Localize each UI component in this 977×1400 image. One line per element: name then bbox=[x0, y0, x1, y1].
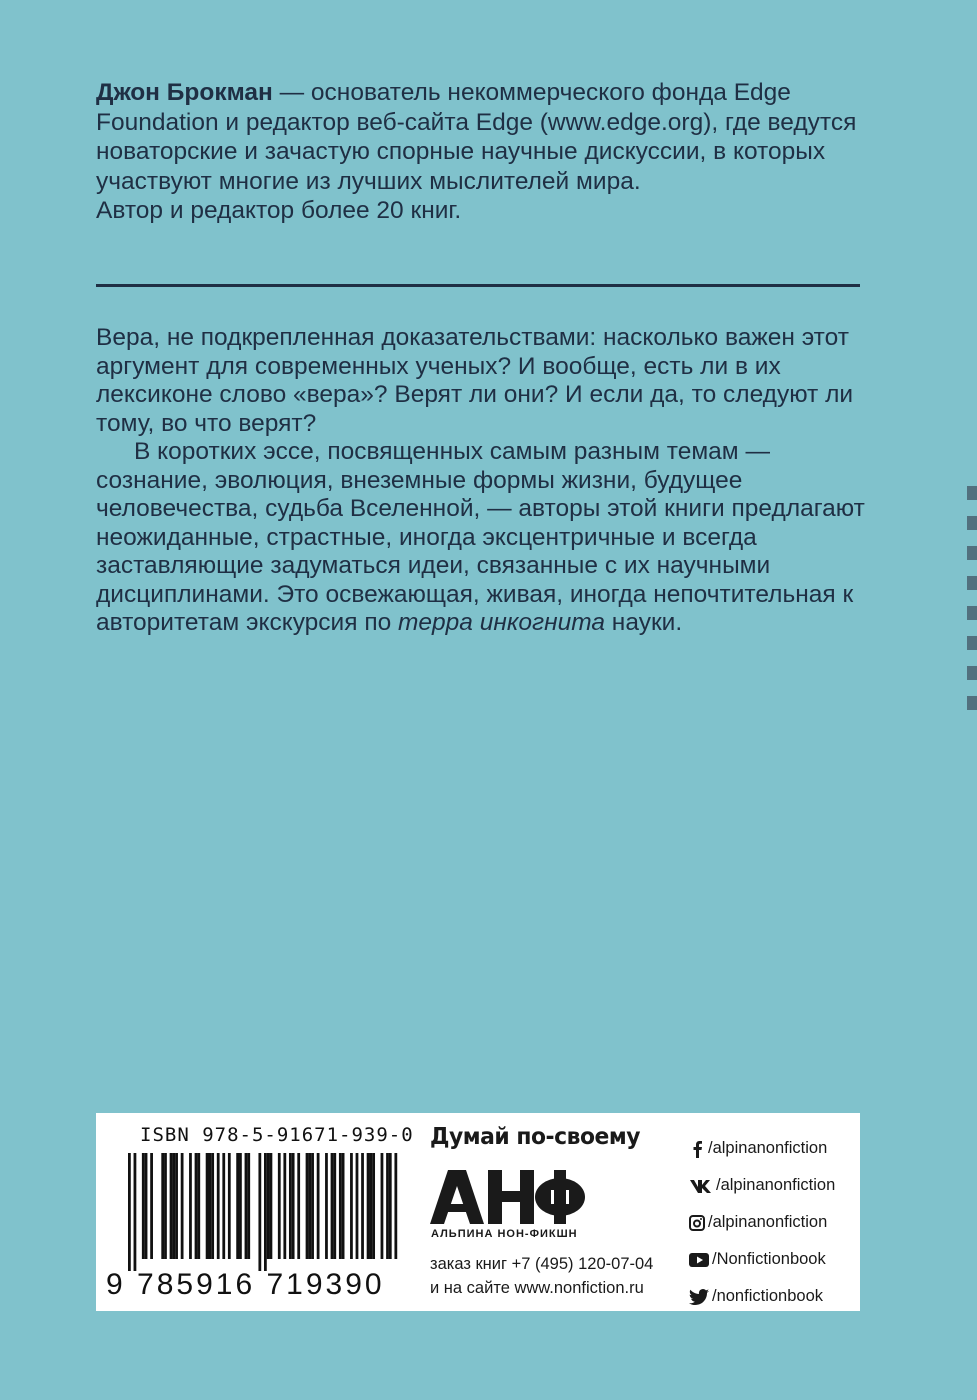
description-paragraph-2-text: В коротких эссе, посвященных самым разным темам — сознание, эволюция, внеземные формы жизни, будущее человечества, судьба Вселенной, — авторы этой книги предлагают неожиданные, страстные, иногда эксцентричные и всегда заставляющие задуматься идеи, связанные с их научными дисциплинами. Это освежающая, живая, иногда непочтительная к авторитетам экскурсия по bbox=[96, 438, 865, 636]
description-italic-term: терра инкогнита bbox=[398, 609, 605, 636]
vk-icon bbox=[688, 1177, 714, 1195]
barcode-bar bbox=[264, 1153, 267, 1271]
barcode-bar bbox=[270, 1153, 273, 1259]
barcode-bar bbox=[175, 1153, 178, 1259]
barcode-bar bbox=[211, 1153, 214, 1259]
youtube-icon bbox=[688, 1251, 710, 1269]
social-links bbox=[688, 1130, 835, 1315]
barcode-bar bbox=[164, 1153, 167, 1259]
social-label: /Nonfictionbook bbox=[712, 1250, 826, 1268]
barcode-bar bbox=[283, 1153, 286, 1259]
social-link-twitter[interactable] bbox=[688, 1278, 835, 1315]
barcode-bar bbox=[297, 1153, 300, 1259]
barcode-bar bbox=[161, 1153, 164, 1259]
barcode-bar bbox=[247, 1153, 250, 1259]
divider bbox=[96, 284, 860, 287]
social-link-facebook[interactable] bbox=[688, 1130, 835, 1167]
barcode-bar bbox=[181, 1153, 184, 1259]
barcode-bar bbox=[195, 1153, 198, 1259]
instagram-icon bbox=[688, 1214, 706, 1232]
facebook-icon bbox=[688, 1140, 706, 1158]
description-paragraph-1: Вера, не подкрепленная доказательствами: насколько важен этот аргумент для современных ученых? И вообще, есть ли в их лексиконе слово «вера»? Верят ли они? И если да, то следуют ли тому, во что верят? bbox=[96, 324, 854, 437]
barcode-bar bbox=[311, 1153, 314, 1259]
author-name: Джон Брокман bbox=[96, 79, 273, 106]
barcode-bar bbox=[372, 1153, 375, 1259]
social-link-youtube[interactable] bbox=[688, 1241, 835, 1278]
barcode-bar bbox=[386, 1153, 389, 1259]
barcode-bar bbox=[289, 1153, 292, 1259]
social-label: /nonfictionbook bbox=[712, 1287, 823, 1305]
barcode-bar bbox=[208, 1153, 211, 1259]
barcode bbox=[128, 1153, 400, 1271]
barcode-bar bbox=[342, 1153, 345, 1259]
barcode-bar bbox=[292, 1153, 295, 1259]
barcode-bar bbox=[350, 1153, 353, 1259]
barcode-bar bbox=[367, 1153, 370, 1259]
barcode-bar bbox=[317, 1153, 320, 1259]
barcode-bar bbox=[239, 1153, 242, 1259]
author-bio bbox=[96, 78, 866, 226]
barcode-bar bbox=[228, 1153, 231, 1259]
barcode-bar bbox=[369, 1153, 372, 1259]
order-phone: заказ книг +7 (495) 120-07-04 bbox=[430, 1255, 654, 1273]
barcode-bar bbox=[394, 1153, 397, 1259]
barcode-bar bbox=[222, 1153, 225, 1259]
barcode-bar bbox=[267, 1153, 270, 1259]
social-label: /alpinanonfiction bbox=[708, 1213, 828, 1231]
social-link-instagram[interactable] bbox=[688, 1204, 835, 1241]
publisher-logo bbox=[430, 1170, 588, 1224]
barcode-bar bbox=[339, 1153, 342, 1259]
barcode-bar bbox=[308, 1153, 311, 1259]
isbn-number: ISBN 978-5-91671-939-0 bbox=[140, 1124, 414, 1146]
barcode-bar bbox=[142, 1153, 145, 1259]
barcode-bar bbox=[150, 1153, 153, 1259]
social-label: /alpinanonfiction bbox=[716, 1176, 836, 1194]
barcode-bar bbox=[134, 1153, 137, 1271]
barcode-bar bbox=[206, 1153, 209, 1259]
barcode-bar bbox=[258, 1153, 261, 1271]
book-description bbox=[96, 324, 866, 638]
barcode-bar bbox=[170, 1153, 173, 1259]
barcode-bar bbox=[197, 1153, 200, 1259]
barcode-bar bbox=[389, 1153, 392, 1259]
author-books: Автор и редактор более 20 книг. bbox=[96, 197, 462, 224]
publisher-name: АЛЬПИНА НОН-ФИКШН bbox=[431, 1228, 578, 1240]
social-link-vk[interactable] bbox=[688, 1167, 835, 1204]
author-bio-text: — основатель некоммерческого фонда Edge Foundation и редактор веб-сайта Edge (www.edge.org), где ведутся новаторские и зачастую спорные научные дискуссии, в которых участвуют многие из лучших мыслителей мира. bbox=[96, 79, 857, 195]
barcode-bar bbox=[278, 1153, 281, 1259]
twitter-icon bbox=[688, 1288, 710, 1306]
order-site: и на сайте www.nonfiction.ru bbox=[430, 1279, 644, 1297]
barcode-bar bbox=[128, 1153, 131, 1271]
barcode-bar bbox=[236, 1153, 239, 1259]
barcode-bar bbox=[333, 1153, 336, 1259]
social-label: /alpinanonfiction bbox=[708, 1139, 828, 1157]
barcode-bar bbox=[331, 1153, 334, 1259]
barcode-digits: 9 785916 719390 bbox=[106, 1268, 385, 1301]
barcode-bar bbox=[172, 1153, 175, 1259]
barcode-bar bbox=[381, 1153, 384, 1259]
barcode-bar bbox=[145, 1153, 148, 1259]
publisher-slogan: Думай по-своему bbox=[430, 1124, 640, 1150]
barcode-bar bbox=[217, 1153, 220, 1259]
order-info bbox=[430, 1252, 653, 1300]
description-paragraph-2-end: науки. bbox=[605, 609, 683, 636]
description-paragraph-2 bbox=[96, 438, 866, 638]
barcode-bar bbox=[361, 1153, 364, 1259]
barcode-bar bbox=[189, 1153, 192, 1259]
barcode-bar bbox=[356, 1153, 359, 1259]
barcode-bar bbox=[325, 1153, 328, 1259]
spine-edge-marks bbox=[967, 486, 977, 712]
barcode-bar bbox=[306, 1153, 309, 1259]
barcode-bar bbox=[245, 1153, 248, 1259]
